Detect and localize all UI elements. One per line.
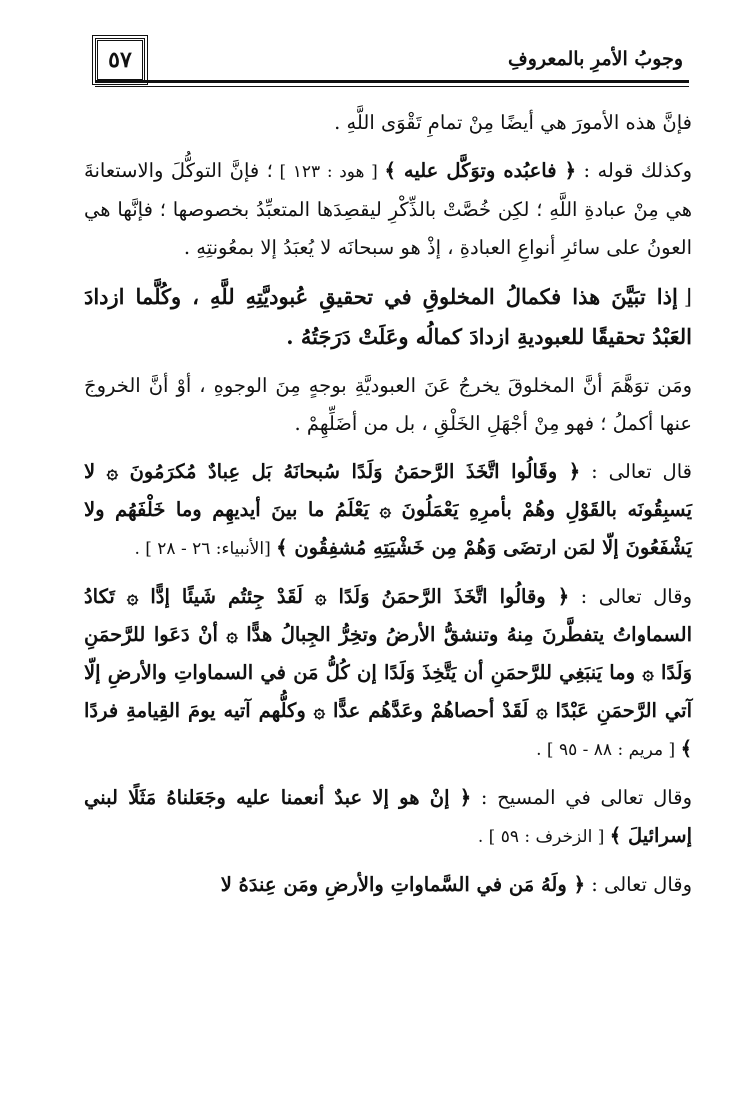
body-text: وقال تعالى في المسيح : — [471, 786, 692, 809]
body-text: ؛ فإنَّ التوكُّلَ والاستعانةَ هي مِنْ عبادةِ اللَّهِ ؛ لكِن خُصَّتْ بالذِّكْرِ ليقصِدَها المتعبِّدُ بخصوصها ؛ فإنَّها هي العونُ على سائرِ أنواعِ العبادةِ ، إذْ هو سبحانَه لا يُعبَدُ إلا بمعُونتِهِ . — [84, 159, 692, 259]
paragraph — [84, 104, 692, 142]
header-rule-thin — [95, 86, 689, 87]
header-rule — [95, 80, 689, 83]
paragraph — [84, 866, 692, 904]
paragraph — [84, 453, 692, 568]
quran-quote: ﴿ وقالُوا اتَّخَذَ الرَّحمَنُ وَلَدًا ۞ لَقَدْ جِئتُم شَيئًا إدًّا ۞ تَكادُ السماواتُ يتفطَّرنَ مِنهُ وتنشقُّ الأرضُ وتخِرُّ الجِبالُ هدًّا ۞ أنْ دَعَوا للرَّحمَنِ وَلَدًا ۞ وما يَنبَغِي للرَّحمَنِ أن يَتَّخِذَ وَلَدًا إن كُلُّ مَن في السماواتِ والأرضِ إلّا آتي الرَّحمَنِ عَبْدًا ۞ لَقَدْ أحصاهُمْ وعَدَّهُم عدًّا ۞ وكلُّهم آتيه يومَ القِيامةِ فردًا ﴾ — [84, 585, 692, 760]
page-number: ٥٧ — [95, 38, 145, 82]
paragraph — [84, 578, 692, 769]
quran-quote: ﴿ وقَالُوا اتَّخَذَ الرَّحمَنُ وَلَدًا سُبحانَهُ بَل عِبادٌ مُكرَمُونَ ۞ لا يَسبِقُونَه بالقَوْلِ وهُمْ بأمرِهِ يَعْمَلُونَ ۞ يَعْلَمُ ما بينَ أيديهِم وما خَلْفَهُم ولا يَشْفَعُونَ إلّا لمَن ارتضَى وَهُمْ مِن خَشْيَتِهِ مُشفِقُون ﴾ — [84, 460, 692, 559]
verse-reference: [ مريم : ٨٨ - ٩٥ ] . — [536, 740, 681, 760]
quran-quote: ﴿ ولَهُ مَن في السَّماواتِ والأرضِ ومَن عِندَهُ لا — [220, 873, 586, 896]
paragraph — [84, 152, 692, 267]
verse-reference: [الأنبياء: ٢٦ - ٢٨ ] . — [134, 539, 277, 559]
body-text: وقال تعالى : — [585, 873, 692, 896]
body-text: فإنَّ هذه الأمورَ هي أيضًا مِنْ تمامِ تَقْوَى اللَّهِ . — [334, 111, 692, 134]
verse-reference: [ هود : ١٢٣ ] — [272, 162, 385, 182]
margin-marker: ⌊ — [683, 285, 692, 309]
body-text: وقال تعالى : — [569, 585, 692, 608]
paragraph — [84, 277, 692, 357]
page-body — [84, 104, 692, 914]
quran-quote: ﴿ إنْ هو إلا عبدٌ أنعمنا عليه وجَعَلناهُ مَثَلًا لبني إسرائيلَ ﴾ — [84, 786, 692, 847]
paragraph — [84, 367, 692, 443]
body-text: قال تعالى : — [580, 460, 692, 483]
quran-quote: ﴿ فاعبُده وتوَكَّل عليه ﴾ — [384, 159, 577, 182]
body-text: ومَن توَهَّمَ أنَّ المخلوقَ يخرجُ عَنَ العبوديَّةِ بوجهٍ مِنَ الوجوهِ ، أوْ أنَّ الخروجَ عنها أكملُ ؛ فهو مِنْ أجْهَلِ الخَلْقِ ، بل من أضَلِّهِمْ . — [84, 374, 692, 435]
body-text: إذا تبَيَّنَ هذا فكمالُ المخلوقِ في تحقيقِ عُبوديَّتِهِ للَّهِ ، وكُلَّما ازدادَ العَبْدُ تحقيقًا للعبوديةِ ازدادَ كمالُه وعَلَتْ دَرَجَتُهُ . — [84, 284, 692, 349]
body-text: وكذلك قوله : — [576, 159, 693, 182]
page-header — [95, 38, 689, 90]
paragraph — [84, 779, 692, 856]
running-title: وجوبُ الأمرِ بالمعروفِ — [508, 48, 683, 70]
verse-reference: [ الزخرف : ٥٩ ] . — [477, 827, 610, 847]
